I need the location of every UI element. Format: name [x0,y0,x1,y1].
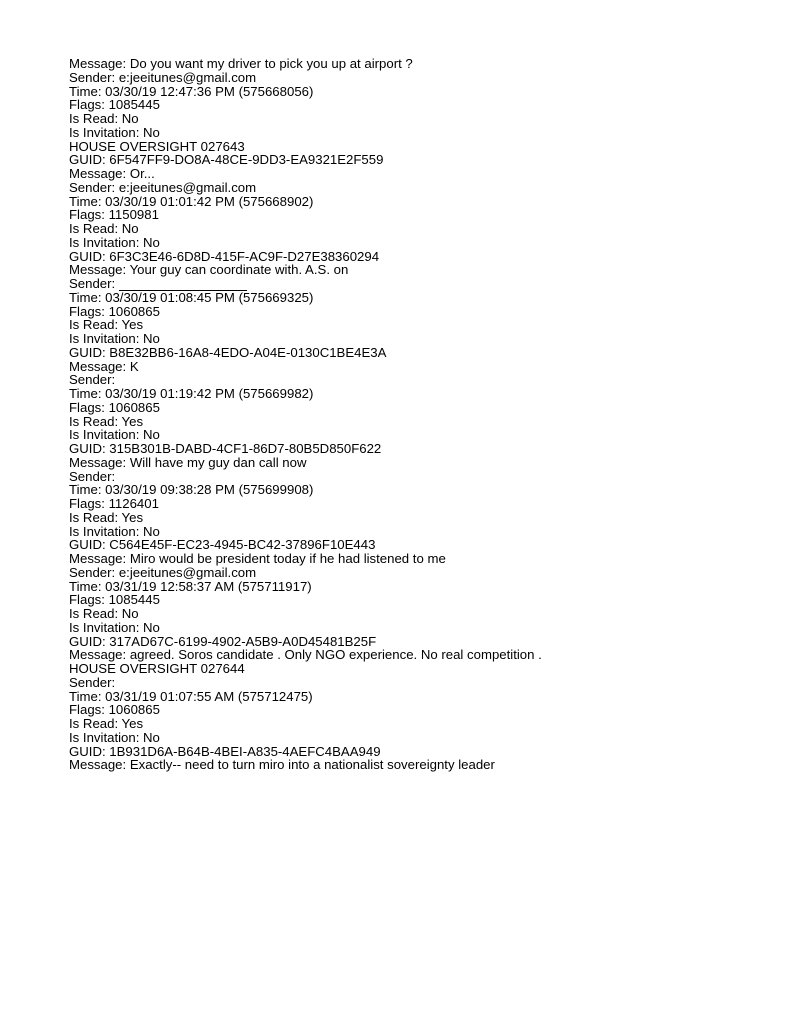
message-line: Message: agreed. Soros candidate . Only NGO experience. No real competition . [69,647,542,663]
guid-line: GUID: 317AD67C-6199-4902-A5B9-A0D45481B25F [69,633,377,649]
bates-stamp: HOUSE OVERSIGHT 027643 [69,138,245,154]
message-line: Message: K [69,358,139,374]
flags-line: Flags: 1150981 [69,207,159,223]
time-line: Time: 03/30/19 12:47:36 PM (575668056) [69,83,314,99]
flags-line: Flags: 1060865 [69,303,160,319]
is-read-line: Is Read: Yes [69,716,144,731]
flags-line: Flags: 1085445 [69,97,160,113]
message-line: Message: Will have my guy dan call now [69,454,307,470]
message-line: Message: Do you want my driver to pick you up at airport ? [69,56,413,71]
sender-line: Sender: e:jeeitunes@gmail.com [69,69,257,85]
document-page [69,57,769,772]
time-line: Time: 03/31/19 12:58:37 AM (575711917) [69,578,312,594]
message-line: Message: Miro would be president today if he had listened to me [69,551,446,566]
message-line: Message: Exactly-- need to turn miro into a nationalist sovereignty leader [69,757,495,773]
is-invitation-line: Is Invitation: No [69,427,160,443]
is-invitation-line: Is Invitation: No [69,234,160,250]
sender-label: Sender: [69,276,119,291]
flags-line: Flags: 1126401 [69,496,159,511]
time-line: Time: 03/30/19 01:08:45 PM (575669325) [69,289,314,305]
time-line: Time: 03/30/19 01:01:42 PM (575668902) [69,193,314,209]
is-invitation-line: Is Invitation: No [69,523,160,539]
is-read-line: Is Read: No [69,221,139,236]
message-line: Message: Your guy can coordinate with. A.S. on [69,262,349,278]
flags-line: Flags: 1060865 [69,399,160,415]
sender-line: Sender: [69,674,116,690]
bates-stamp: HOUSE OVERSIGHT 027644 [69,661,245,676]
flags-line: Flags: 1060865 [69,702,160,718]
is-read-line: Is Read: Yes [69,413,144,429]
is-read-line: Is Read: No [69,111,139,126]
sender-line-redacted [69,277,769,291]
sender-line: Sender: e:jeeitunes@gmail.com [69,179,257,195]
time-line: Time: 03/31/19 01:07:55 AM (575712475) [69,688,313,704]
is-invitation-line: Is Invitation: No [69,124,160,140]
guid-line: GUID: 6F3C3E46-6D8D-415F-AC9F-D27E38360294 [69,248,380,264]
flags-line: Flags: 1085445 [69,592,160,608]
guid-line: GUID: 1B931D6A-B64B-4BEI-A835-4AEFC4BAA949 [69,743,381,759]
sender-line: Sender: [69,468,116,484]
is-invitation-line: Is Invitation: No [69,331,160,346]
is-invitation-line: Is Invitation: No [69,619,160,635]
guid-line: GUID: 6F547FF9-DO8A-48CE-9DD3-EA9321E2F559 [69,152,384,168]
redaction-mark [119,277,247,291]
sender-line: Sender: e:jeeitunes@gmail.com [69,564,257,580]
time-line: Time: 03/30/19 01:19:42 PM (575669982) [69,386,314,401]
sender-line: Sender: [69,372,116,388]
is-read-line: Is Read: Yes [69,317,144,333]
message-line: Message: Or... [69,166,155,181]
is-read-line: Is Read: Yes [69,509,144,525]
guid-line: GUID: C564E45F-EC23-4945-BC42-37896F10E443 [69,537,376,553]
is-invitation-line: Is Invitation: No [69,729,160,745]
is-read-line: Is Read: No [69,606,139,621]
time-line: Time: 03/30/19 09:38:28 PM (575699908) [69,482,314,498]
guid-line: GUID: 315B301B-DABD-4CF1-86D7-80B5D850F622 [69,441,382,456]
guid-line: GUID: B8E32BB6-16A8-4EDO-A04E-0130C1BE4E3A [69,344,387,360]
